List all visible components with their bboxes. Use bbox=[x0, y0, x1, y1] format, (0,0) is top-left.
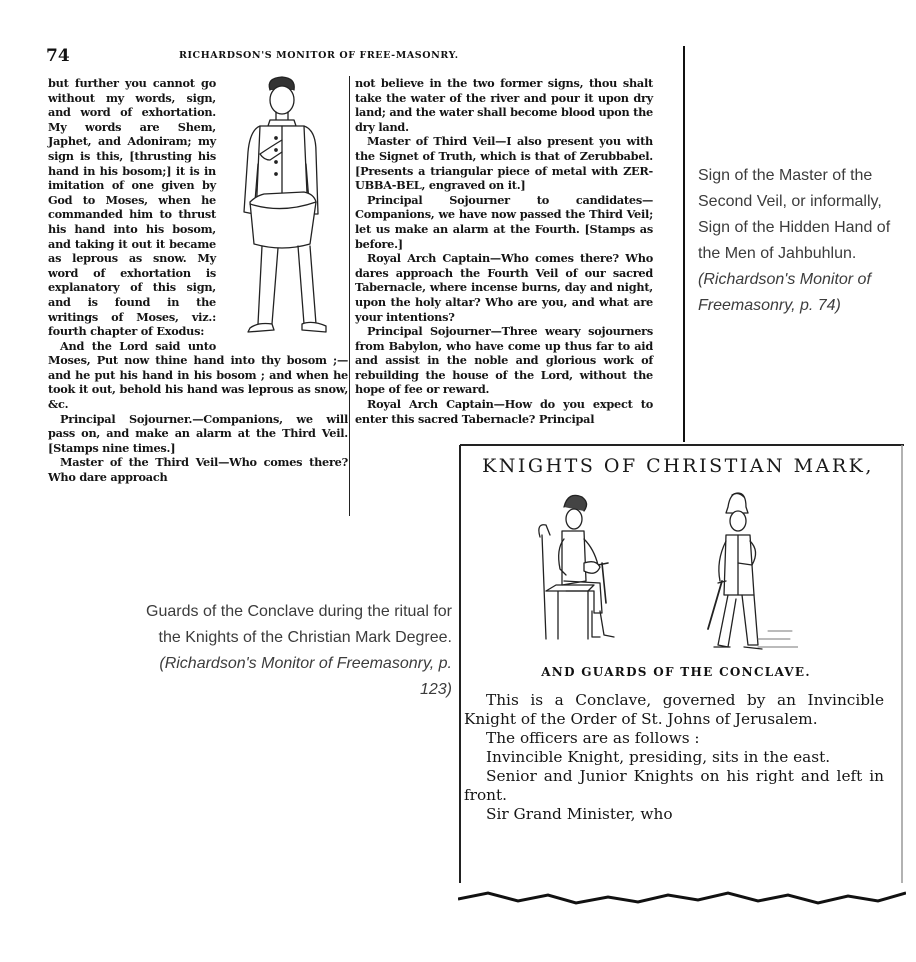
page-text-paragraph: Principal Sojourner.—Companions, we will pass on, and make an alarm at the Third Veil. [Stamps nine times.] bbox=[48, 411, 348, 455]
caption-source: (Richardson's Monitor of Freemasonry, p. 123) bbox=[159, 655, 452, 698]
guards-of-the-conclave-illustration bbox=[528, 491, 798, 663]
excerpt-paragraph: This is a Conclave, governed by an Invincible Knight of the Order of St. Johns of Jerusalem. bbox=[464, 691, 884, 728]
hidden-hand-figure-illustration bbox=[220, 76, 348, 344]
excerpt-paragraph: Sir Grand Minister, who bbox=[486, 805, 673, 823]
column-divider bbox=[349, 76, 350, 516]
page-text-paragraph: Master of the Third Veil—Who comes there? Who dare approach bbox=[48, 455, 348, 485]
caption-hidden-hand bbox=[698, 163, 912, 319]
vertical-rule bbox=[683, 46, 685, 442]
page-column-left bbox=[48, 76, 348, 485]
page-column-right bbox=[355, 76, 653, 426]
page-text-paragraph: but further you cannot go without my words, sign, and word of exhortation. My words are Shem, Japhet, and Adoniram; my sign is this, [thrusting his hand in his bosom;] it is in imitation of one given by God to Moses, when he commanded him to thrust his hand into his bosom, and taking it out it became as leprous as snow. My word of exhortation is explanatory of this sign, and is found in the writings of Moses, viz.: fourth chapter of Exodus: bbox=[48, 76, 216, 339]
excerpt-paragraph: Senior and Junior Knights on his right and left in front. bbox=[464, 767, 884, 804]
caption-guards bbox=[130, 599, 452, 703]
page-text-paragraph: And the Lord said unto Moses, Put now thine hand into thy bosom ;—and he put his hand in his bosom ; and when he took it out, behold his hand was leprous as snow, &c. bbox=[48, 338, 348, 412]
excerpt-subtitle: AND GUARDS OF THE CONCLAVE. bbox=[541, 665, 811, 679]
excerpt-title: KNIGHTS OF CHRISTIAN MARK, bbox=[482, 455, 874, 477]
torn-edge bbox=[458, 883, 906, 909]
excerpt-paragraph: The officers are as follows : bbox=[486, 729, 700, 747]
running-head: RICHARDSON'S MONITOR OF FREE-MASONRY. bbox=[179, 50, 459, 61]
excerpt-paragraph: Invincible Knight, presiding, sits in the east. bbox=[486, 748, 831, 766]
page-text-paragraph: not believe in the two former signs, thou shalt take the water of the river and pour it upon dry land; and the water shall become blood upon the dry land. bbox=[355, 76, 653, 134]
page-text-paragraph: Principal Sojourner to candidates—Companions, we have now passed the Third Veil; let us make an alarm at the Fourth. [Stamps as before.] bbox=[355, 192, 653, 251]
excerpt-body bbox=[464, 691, 884, 824]
excerpt-knights-of-christian-mark bbox=[458, 443, 906, 909]
caption-text: Sign of the Master of the Second Veil, or informally, Sign of the Hidden Hand of the Men of Jahbuhlun. bbox=[698, 167, 891, 262]
page-text-paragraph: Master of Third Veil—I also present you with the Signet of Truth, which is that of Zerubbabel. [Presents a triangular piece of metal with ZER-UBBA-BEL, engraved on it.] bbox=[355, 134, 653, 193]
page-text-paragraph: Principal Sojourner—Three weary sojourners from Babylon, who have come up thus far to aid and assist in the noble and glorious work of rebuilding the house of the Lord, without the hope of fee or reward. bbox=[355, 324, 653, 397]
page-text-paragraph: Royal Arch Captain—How do you expect to enter this sacred Tabernacle? Principal bbox=[355, 397, 653, 426]
page-number: 74 bbox=[46, 46, 70, 66]
caption-text: Guards of the Conclave during the ritual for the Knights of the Christian Mark Degree. bbox=[146, 603, 452, 646]
caption-source: (Richardson's Monitor of Freemasonry, p. 74) bbox=[698, 271, 871, 314]
page-text-paragraph: Royal Arch Captain—Who comes there? Who dares approach the Fourth Veil of our sacred Tabernacle, where incense burns, day and night, upon the holy altar? Who are you, and what are your intentions? bbox=[355, 251, 653, 324]
